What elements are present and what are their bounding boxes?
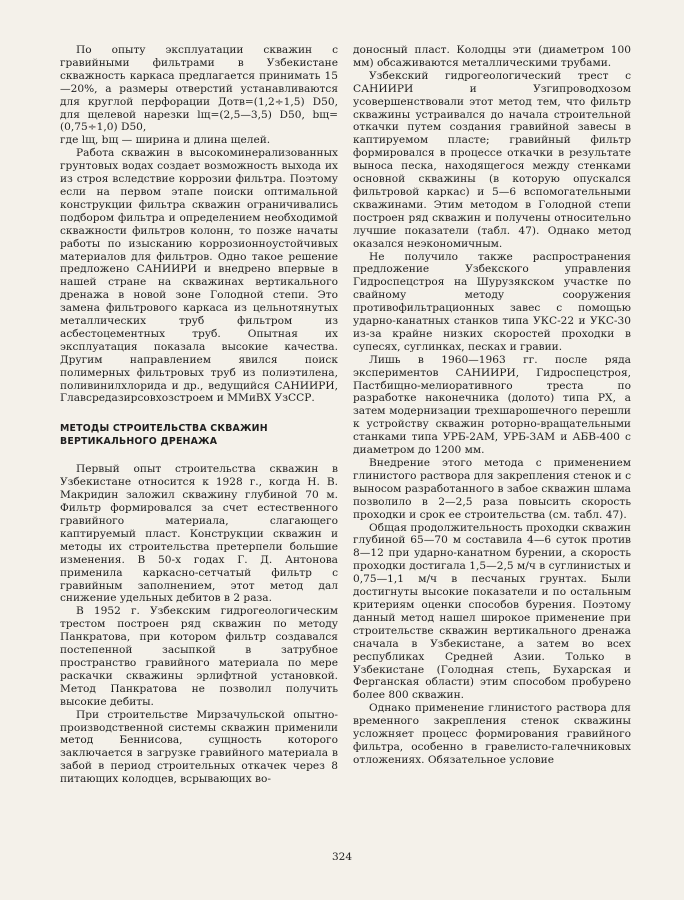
section-heading: МЕТОДЫ СТРОИТЕЛЬСТВА СКВАЖИН ВЕРТИКАЛЬНОГО ДРЕНАЖА [60, 423, 268, 447]
paragraph: Узбекский гидрогеологический трест с САНИИРИ и Узгипроводхозом усовершенствовали этот метод тем, что фильтр скважины устраивался до начала строительной откачки путем создания гравийной завесы в каптируемом пласте; гравийный фильтр формировался в процессе откачки в результате выноса песка, находящегося между стенками основной скважины (в которую опускался фильтровой каркас) и 5—6 вспомогательными скважинами. Этим методом в Голодной степи построен ряд скважин и получены относительно лучшие показатели (табл. 47). Однако метод оказался неэкономичным. [353, 69, 631, 250]
paragraph: При строительстве Мирзачульской опытно-производственной системы скважин применили метод Беннисова, сущность которого заключается в загрузке гравийного материала в забой в период строительных откачек через 8 питающих колодцев, всрывающих во- [60, 708, 338, 786]
paragraph: Первый опыт строительства скважин в Узбекистане относится к 1928 г., когда Н. В. Макридин заложил скважину глубиной 70 м. Фильтр формировался за счет естественного гравийного материала, слагающего каптируемый пласт. Конструкции скважин и методы их строительства претерпели большие изменения. В 50-х годах Г. Д. Антонова применила каркасно-сетчатый фильтр с гравийным заполнением, этот метод дал снижение удельных дебитов в 2 раза. [60, 463, 338, 605]
paragraph: Лишь в 1960—1963 гг. после ряда экспериментов САНИИРИ, Гидроспецстроя, Пастбищно-мелиоративного треста по разработке наконечника (долото) типа РХ, а затем модернизации трехшарошечного перешли к устройству скважин роторно-вращательными станками типа УРБ-2АМ, УРБ-3АМ и АБВ-400 с диаметром до 1200 мм. [353, 353, 631, 457]
paragraph: Внедрение этого метода с применением глинистого раствора для закрепления стенок и с выносом разработанного в забое скважин шлама позволило в 2—2,5 раза повысить скорость проходки и срок ее строительства (см. табл. 47). [353, 457, 631, 521]
paragraph: В 1952 г. Узбекским гидрогеологическим трестом построен ряд скважин по методу Панкратова, при котором фильтр создавался постепенной засыпкой в затрубное пространство гравийного материала по мере раскачки скважины эрлифтной установкой. Метод Панкратова не позволил получить высокие дебиты. [60, 605, 338, 708]
left-column [60, 44, 338, 786]
paragraph: Однако применение глинистого раствора для временного закрепления стенок скважины усложняет процесс формирования гравийного фильтра, особенно в гравелисто-галечниковых отложениях. Обязательное условие [353, 702, 631, 766]
page-number: 324 [331, 851, 353, 863]
paragraph: Общая продолжительность проходки скважин глубиной 65—70 м составила 4—6 суток против 8—12 при ударно-канатном бурении, а скорость проходки достигала 1,5—2,5 м/ч в суглинистых и 0,75—1,1 м/ч в песчаных грунтах. Были достигнуты высокие показатели и по остальным критериям оценки способов бурения. Поэтому данный метод нашел широкое применение при строительстве скважин вертикального дренажа сначала в Узбекистане, а затем во всех республиках Средней Азии. Только в Узбекистане (Голодная степь, Бухарская и Ферганская области) этим способом пробурено более 800 скважин. [353, 521, 631, 702]
right-column [353, 44, 631, 767]
paragraph: Работа скважин в высокоминерализованных грунтовых водах создает возможность выхода их из строя вследствие коррозии фильтра. Поэтому если на первом этапе поиски оптимальной конструкции фильтра скважин ограничивались подбором фильтра и определением необходимой скважности фильтров колонн, то позже начаты работы по изысканию коррозионноустойчивых материалов для фильтров. Одно такое решение предложено САНИИРИ и внедрено впервые в нашей стране на скважинах вертикального дренажа в новой зоне Голодной степи. Это замена фильтрового каркаса из цельнотянутых металлических труб фильтром из асбестоцементных труб. Опытная их эксплуатация показала высокие качества. Другим направлением явился поиск полимерных фильтровых труб из полиэтилена, поливинилхлорида и др., ведущийся САНИИРИ, Главсредазирсовхозстроем и ММиВХ УзССР. [60, 147, 338, 405]
paragraph: По опыту эксплуатации скважин с гравийными фильтрами в Узбекистане скважность каркаса предлагается принимать 15—20%, а размеры отверстий устанавливаются для круглой перфорации Дотв=(1,2÷1,5) D50, для щелевой нарезки lщ=(2,5—3,5) D50, bщ=(0,75÷1,0) D50, [60, 44, 338, 134]
paragraph: где lщ, bщ — ширина и длина щелей. [60, 134, 271, 147]
paragraph: доносный пласт. Колодцы эти (диаметром 100 мм) обсаживаются металлическими трубами. [353, 44, 631, 69]
paragraph: Не получило также распространения предложение Узбекского управления Гидроспецстроя на Шурузякском участке по свайному методу сооружения противофильтрационных завес с помощью ударно-канатных станков типа УКС-22 и УКС-30 из-за крайне низких скоростей проходки в супесях, суглинках, песках и гравии. [353, 250, 631, 353]
